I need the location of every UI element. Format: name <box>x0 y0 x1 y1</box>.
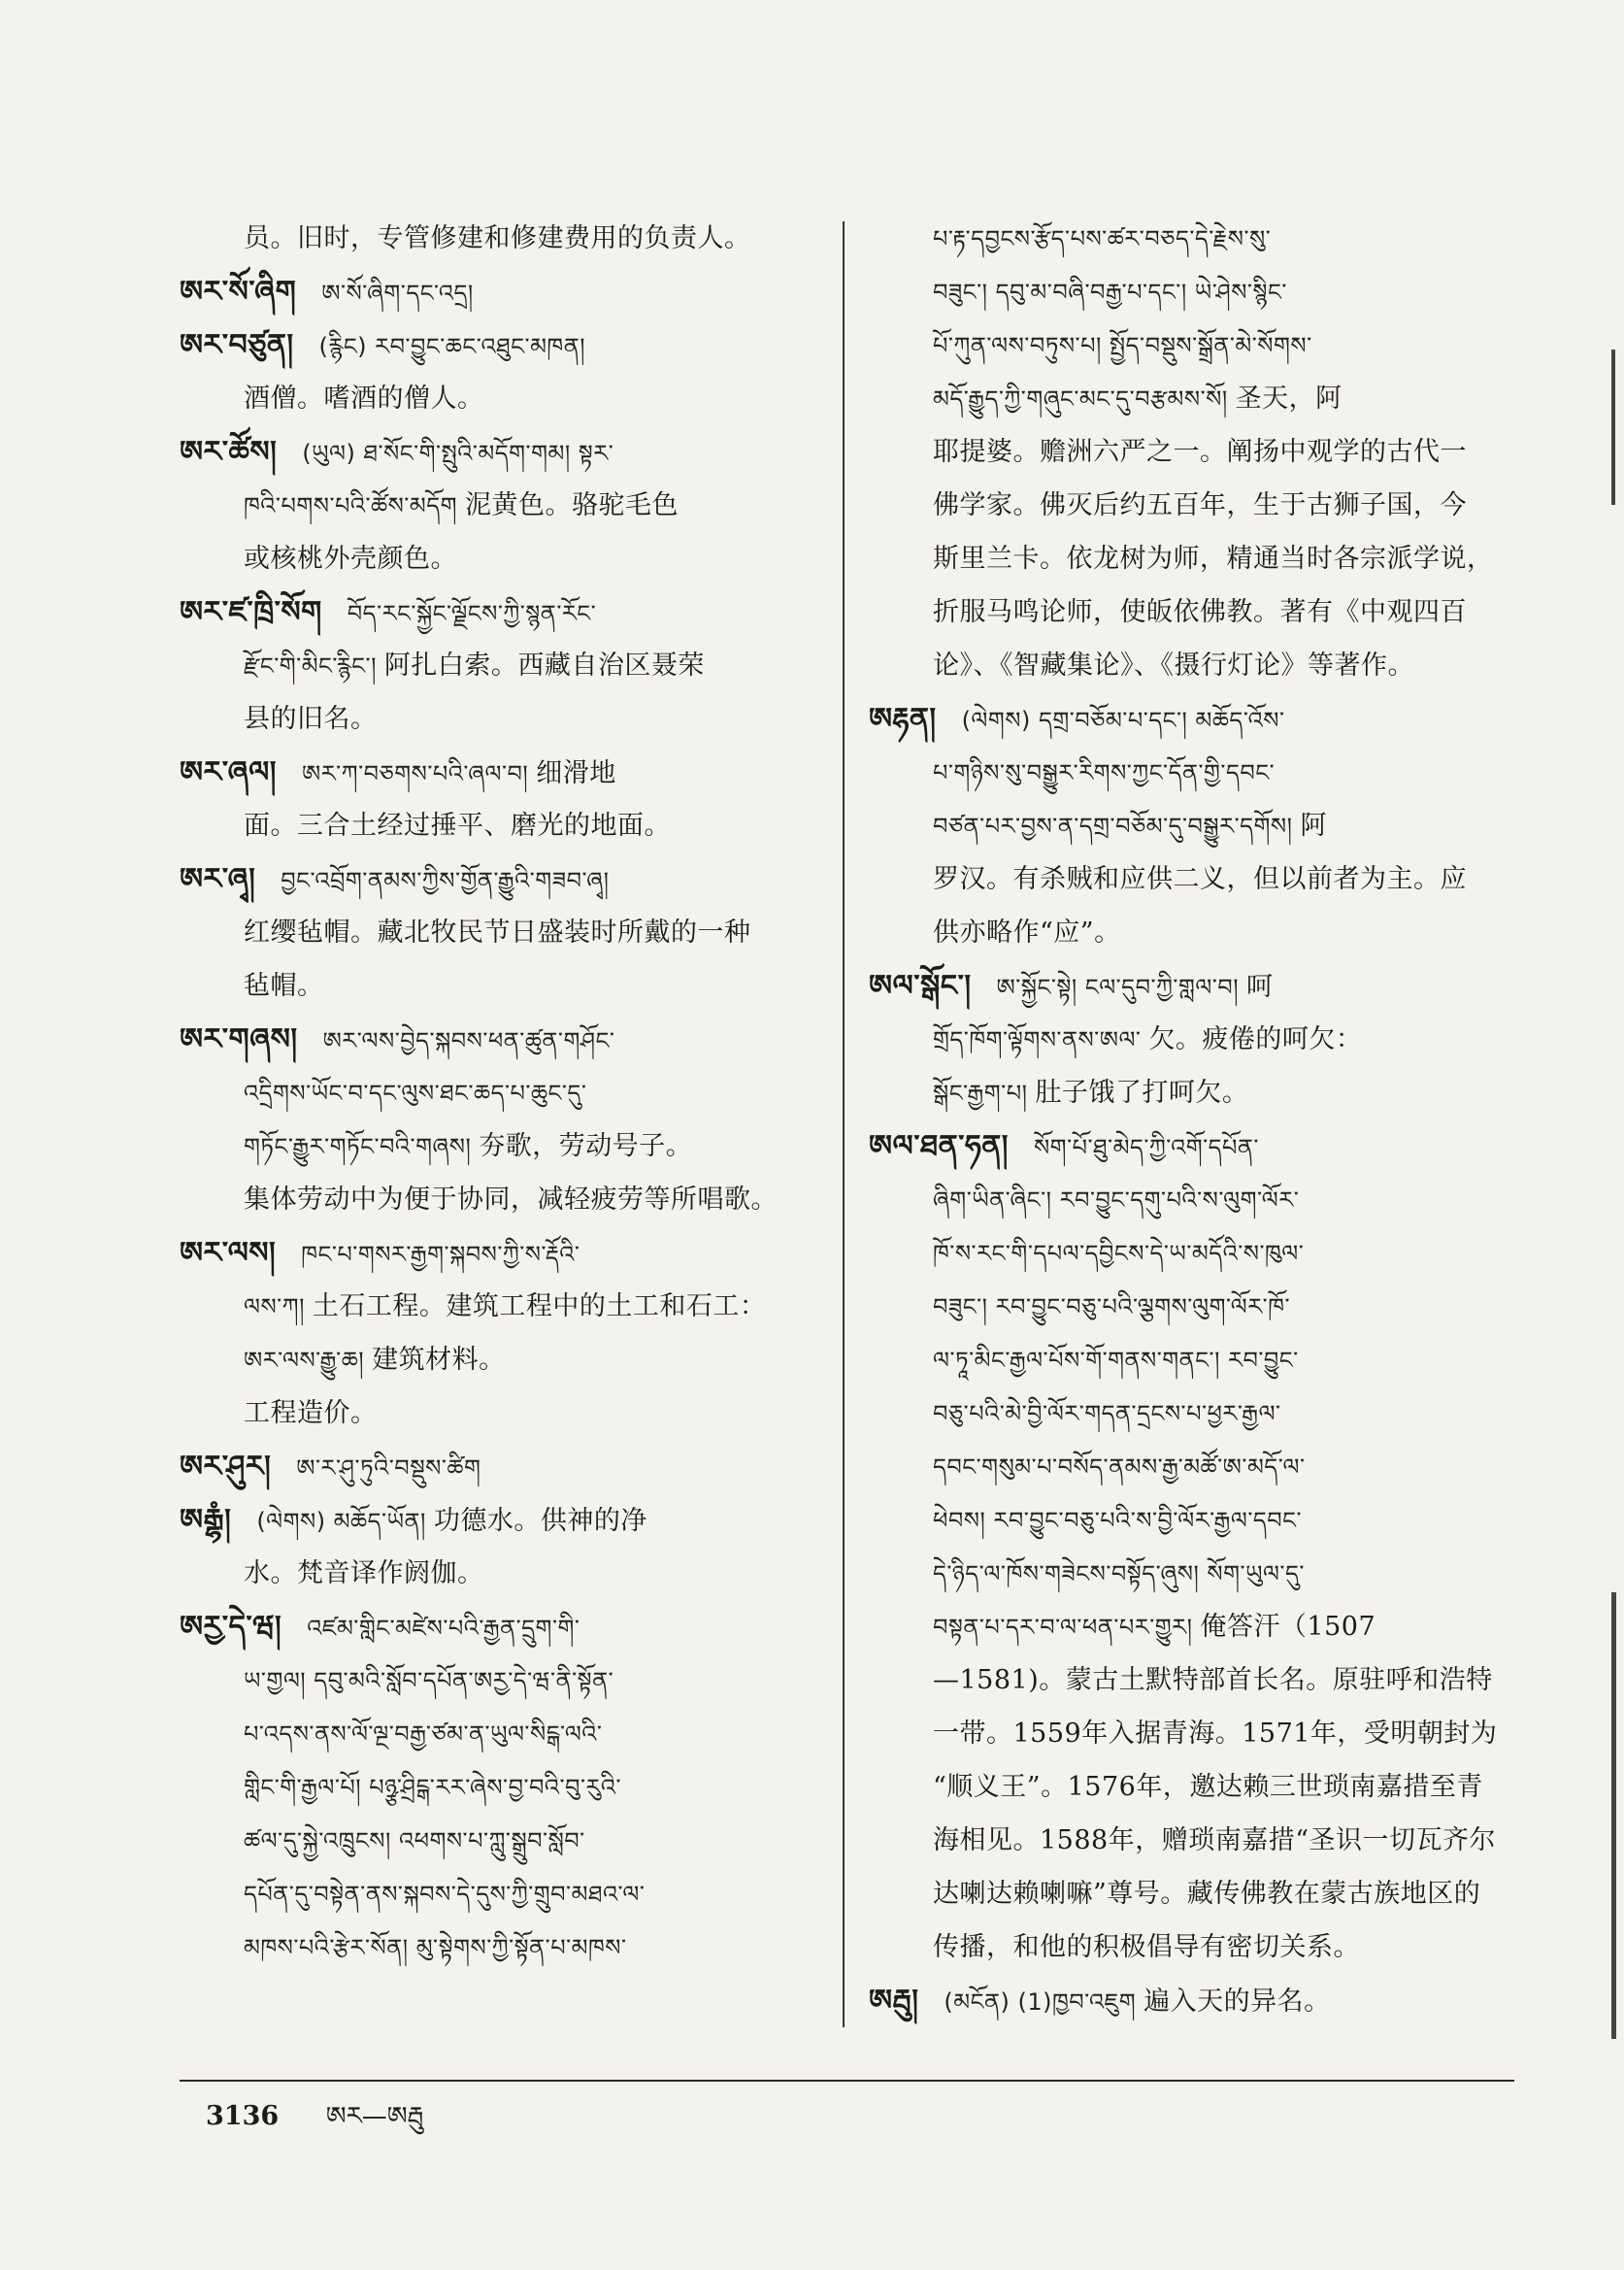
headword: ཨར་ཞལ། <box>180 755 277 789</box>
chinese-gloss: —1581)。蒙古土默特部首长名。原驻呼和浩特 <box>933 1665 1493 1695</box>
entry-line <box>180 1173 820 1226</box>
headword: ཨལ་སྒོང་། <box>869 969 972 1003</box>
tibetan-text: པ་རྟ་དབྱངས་རྩོད་པས་ཚར་བཅད་དེ་རྗེས་སུ་ <box>933 225 1272 252</box>
entry-line <box>869 1386 1509 1440</box>
entry-line <box>180 1386 820 1440</box>
headword: ཨར་ཚོས། <box>180 435 278 469</box>
entry-line <box>869 1814 1509 1867</box>
chinese-gloss: 泥黄色。骆驼毛色 <box>465 490 679 520</box>
chinese-gloss: 夯歌，劳动号子。 <box>479 1131 693 1161</box>
entry-line <box>869 1440 1509 1493</box>
entry-line <box>180 532 820 585</box>
headword: ཨར་ཞྭ། <box>180 862 256 896</box>
entry-line <box>869 1066 1509 1119</box>
footer-rule <box>180 2080 1514 2082</box>
chinese-gloss: 呵 <box>1246 972 1274 1002</box>
entry-line <box>180 1547 820 1600</box>
chinese-gloss: 斯里兰卡。依龙树为师，精通当时各宗派学说， <box>933 544 1494 574</box>
chinese-gloss: 建筑材料。 <box>372 1345 506 1375</box>
tibetan-text: བཟུང་། དབུ་མ་བཞི་བརྒྱ་པ་དང་། ཡེ་ཤེས་སྙིང་ <box>933 279 1287 306</box>
headword: ཨར་ལས། <box>180 1236 277 1270</box>
entry-headline <box>180 1493 820 1547</box>
entry-line <box>869 1920 1509 1974</box>
chinese-gloss: 圣天，阿 <box>1235 384 1342 414</box>
entry-line <box>869 852 1509 906</box>
entry-line <box>869 372 1509 425</box>
entry-line <box>869 906 1509 959</box>
entry-headline <box>869 1974 1509 2027</box>
entry-headline <box>180 265 820 318</box>
tibetan-text: སྒོང་རྒྱག་པ། <box>933 1080 1028 1107</box>
right-column <box>869 212 1509 2037</box>
chinese-gloss: 俺答汗（1507 <box>1200 1612 1376 1642</box>
chinese-gloss: 罗汉。有杀贼和应供二义，但以前者为主。应 <box>933 864 1467 894</box>
chinese-gloss: 供亦略作“应”。 <box>933 918 1121 948</box>
entry-line <box>869 318 1509 372</box>
tibetan-text: འདྲིགས་ཡོང་བ་དང་ལུས་ཐང་ཆད་པ་ཆུང་དུ་ <box>244 1080 587 1107</box>
chinese-gloss: 集体劳动中为便于协同，减轻疲劳等所唱歌。 <box>244 1185 778 1215</box>
tibetan-text: (ལེགས) མཆོད་ཡོན། <box>256 1508 426 1535</box>
entry-headline <box>180 318 820 372</box>
chinese-gloss: 员。旧时，专管修建和修建费用的负责人。 <box>244 223 751 253</box>
headword: ཨརྒྷཾ། <box>180 1503 232 1537</box>
chinese-gloss: 一带。1559年入据青海。1571年，受明朝封为 <box>933 1719 1498 1749</box>
entry-line <box>869 799 1509 852</box>
entry-line <box>869 1600 1509 1653</box>
tibetan-text: བྱང་འབྲོག་ནམས་ཀྱིས་གྱོན་རྒྱུའི་གཟབ་ཞྭ། <box>281 867 610 894</box>
chinese-gloss: 县的旧名。 <box>244 704 378 734</box>
tibetan-text: བཟུང་། རབ་བྱུང་བཅུ་པའི་ལྕགས་ལུག་ལོར་ཁོ་ <box>933 1293 1291 1320</box>
entry-line <box>869 1493 1509 1547</box>
entry-headline <box>180 425 820 479</box>
tibetan-text: ཁང་པ་གསར་རྒྱག་སྐབས་ཀྱི་ས་རྡོའི་ <box>301 1241 580 1268</box>
entry-headline <box>869 959 1509 1013</box>
entry-line <box>869 1333 1509 1386</box>
tibetan-text: མདོ་རྒྱུད་ཀྱི་གཞུང་མང་དུ་བརྩམས་སོ། <box>933 385 1228 413</box>
chinese-gloss: 耶提婆。赡洲六严之一。阐扬中观学的古代一 <box>933 437 1467 467</box>
entry-headline <box>180 1440 820 1493</box>
tibetan-text: ཨར་ལས་རྒྱུ་ཆ། <box>244 1347 365 1374</box>
tibetan-text: འཛམ་གླིང་མཛེས་པའི་རྒྱན་དྲུག་གི་ <box>307 1615 580 1642</box>
tibetan-text: མཁས་པའི་རྩེར་སོན། མུ་སྟེགས་ཀྱི་སྟོན་པ་མཁས་ <box>244 1934 627 1961</box>
chinese-gloss: 功德水。供神的净 <box>433 1506 647 1536</box>
entry-line <box>180 906 820 959</box>
left-column <box>180 212 820 2037</box>
chinese-gloss: 折服马鸣论师，使皈依佛教。著有《中观四百 <box>933 597 1467 627</box>
tibetan-text: གླིང་གི་རྒྱལ་པོ། པཉྩ་ཤྲིངྒ་རར་ཞེས་བྱ་བའི་བུ་རུའི་ <box>244 1774 622 1801</box>
chinese-gloss: 水。梵音译作阏伽。 <box>244 1558 484 1588</box>
entry-line <box>180 1707 820 1760</box>
tibetan-text: ཨ་སྐྱོང་སྟེ། ངལ་དུབ་ཀྱི་གླལ་བ། <box>996 974 1240 1001</box>
chinese-gloss: 佛学家。佛灭后约五百年，生于古狮子国，今 <box>933 490 1467 520</box>
tibetan-text: བོད་རང་སྐྱོང་ལྗོངས་ཀྱི་སྙན་རོང་ <box>347 600 597 627</box>
entry-line <box>869 585 1509 639</box>
entry-line <box>180 1814 820 1867</box>
entry-line <box>869 425 1509 479</box>
entry-line <box>180 1119 820 1173</box>
entry-line <box>180 692 820 746</box>
entry-line <box>869 746 1509 799</box>
tibetan-text: བཙན་པར་བྱས་ན་དགྲ་བཅོམ་དུ་བསྒྱུར་དགོས། <box>933 813 1293 840</box>
tibetan-text: ཕེབས། རབ་བྱུང་བཅུ་པའི་ས་བྱི་ལོར་རྒྱལ་དབང་ <box>933 1507 1303 1534</box>
entry-line <box>180 212 820 265</box>
tibetan-text: གཏོང་རྒྱུར་གཏོང་བའི་གཞས། <box>244 1133 472 1160</box>
tibetan-text: ཨར་ལས་བྱེད་སྐབས་ཕན་ཚུན་གཤོང་ <box>322 1027 615 1054</box>
page-number: 3136 <box>206 2101 280 2131</box>
column-divider <box>843 221 845 2027</box>
headword: ཨར་གཞས། <box>180 1022 298 1056</box>
chinese-gloss: 或核桃外壳颜色。 <box>244 544 457 574</box>
scan-edge-mark <box>1611 350 1615 505</box>
entry-line <box>180 799 820 852</box>
tibetan-text: (མངོན) (1)ཁྱབ་འཇུག <box>944 1988 1137 2016</box>
entry-line <box>180 1280 820 1333</box>
chinese-gloss: 传播，和他的积极倡导有密切关系。 <box>933 1932 1360 1962</box>
chinese-gloss: 遍入天的异名。 <box>1143 1986 1331 2017</box>
entry-headline <box>869 1119 1509 1173</box>
entry-line <box>869 1547 1509 1600</box>
entry-headline <box>869 692 1509 746</box>
chinese-gloss: 肚子饿了打呵欠。 <box>1035 1078 1249 1108</box>
chinese-gloss: 毡帽。 <box>244 971 324 1001</box>
chinese-gloss: 红缨毡帽。藏北牧民节日盛装时所戴的一种 <box>244 918 751 948</box>
entry-line <box>180 372 820 425</box>
chinese-gloss: “顺义王”。1576年，邀达赖三世琐南嘉措至青 <box>933 1772 1483 1802</box>
entry-line <box>869 1280 1509 1333</box>
entry-line <box>869 1867 1509 1920</box>
tibetan-text: པ་འདས་ནས་ལོ་ལྔ་བརྒྱ་ཙམ་ན་ཡུལ་སིངྒ་ལའི་ <box>244 1720 603 1748</box>
entry-line <box>869 1226 1509 1280</box>
tibetan-text: ཚལ་དུ་སྐྱེ་འཁྲུངས། འཕགས་པ་ཀླུ་སྒྲུབ་སློབ་ <box>244 1827 585 1854</box>
entry-headline <box>180 1226 820 1280</box>
chinese-gloss: 达喇达赖喇嘛”尊号。藏传佛教在蒙古族地区的 <box>933 1879 1481 1909</box>
chinese-gloss: 土石工程。建筑工程中的土工和石工： <box>312 1291 767 1321</box>
chinese-gloss: 海相见。1588年，赠琐南嘉措“圣识一切瓦齐尔 <box>933 1825 1497 1855</box>
chinese-gloss: 细滑地 <box>536 758 616 788</box>
headword: ཨར་ཤུར། <box>180 1450 272 1484</box>
tibetan-text: ལ་ཏཱ་མིང་རྒྱལ་པོས་གོ་གནས་གནང་། རབ་བྱུང་ <box>933 1347 1299 1374</box>
tibetan-text: དཔོན་དུ་བསྟེན་ནས་སྐབས་དེ་དུས་ཀྱི་གྲུབ་མཐའ་ལ་ <box>244 1881 646 1908</box>
entry-line <box>869 212 1509 265</box>
entry-headline <box>180 852 820 906</box>
headword: ཨར་བཙུན། <box>180 328 294 362</box>
tibetan-text: བཅུ་པའི་མེ་བྱི་ལོར་གདན་དྲངས་པ་ཕྱར་རྒྱལ་ <box>933 1400 1281 1427</box>
tibetan-text: སོག་པོ་ཐུ་མེད་ཀྱི་འགོ་དཔོན་ <box>1033 1134 1259 1161</box>
chinese-gloss: 工程造价。 <box>244 1398 378 1428</box>
chinese-gloss: 阿 <box>1300 811 1327 841</box>
tibetan-text: གྲོད་ཁོག་ལྟོགས་ནས་ཨལ་ <box>933 1026 1142 1053</box>
page-footer <box>206 2097 423 2136</box>
entry-line <box>869 479 1509 532</box>
tibetan-text: ཞིག་ཡིན་ཞིང་། རབ་བྱུང་དགུ་པའི་ས་ལུག་ལོར་ <box>933 1186 1300 1214</box>
scan-edge-mark <box>1611 1592 1616 2039</box>
entry-line <box>180 959 820 1013</box>
entry-headline <box>180 585 820 639</box>
entry-line <box>869 639 1509 692</box>
tibetan-text: (ལེགས) དགྲ་བཅོམ་པ་དང་། མཆོད་འོས་ <box>961 707 1285 734</box>
tibetan-text: པོ་ཀུན་ལས་བཏུས་པ། སྤྱོད་བསྡུས་སྒྲོན་མེ་སོགས་ <box>933 332 1312 359</box>
entry-line <box>869 1760 1509 1814</box>
headword: ཨརྱ་དེ་ཝ། <box>180 1610 282 1644</box>
tibetan-text: ཡ་གྱལ། དབུ་མའི་སློབ་དཔོན་ཨརྱ་དེ་ཝ་ནི་སྟོན་ <box>244 1667 614 1694</box>
entry-line <box>869 1173 1509 1226</box>
tibetan-text: ཨ་ར་ཤུ་ཏུའི་བསྡུས་ཚིག <box>296 1454 481 1482</box>
tibetan-text: (རྙིང) རབ་བྱུང་ཆང་འཐུང་མཁན། <box>318 333 586 360</box>
entry-line <box>869 532 1509 585</box>
chinese-gloss: 欠。疲倦的呵欠： <box>1148 1024 1363 1054</box>
headword: ཨརྷན། <box>869 702 937 736</box>
tibetan-text: ཨར་ཀ་བཅགས་པའི་ཞལ་བ། <box>301 760 529 787</box>
entry-line <box>180 479 820 532</box>
tibetan-text: རྫོང་གི་མིང་རྙིང་། <box>244 652 377 680</box>
entry-line <box>869 1013 1509 1066</box>
entry-line <box>180 1760 820 1814</box>
entry-line <box>180 1653 820 1707</box>
entry-line <box>869 1653 1509 1707</box>
entry-line <box>180 1867 820 1920</box>
entry-line <box>869 1707 1509 1760</box>
running-head: ཨར—ཨརྦུ <box>325 2102 424 2131</box>
tibetan-text: བསྟན་པ་དར་བ་ལ་ཕན་པར་གྱུར། <box>933 1614 1193 1641</box>
entry-headline <box>180 1600 820 1653</box>
headword: ཨརྦུ། <box>869 1984 919 2018</box>
chinese-gloss: 酒僧。嗜酒的僧人。 <box>244 384 484 414</box>
chinese-gloss: 面。三合土经过捶平、磨光的地面。 <box>244 811 671 841</box>
entry-line <box>869 265 1509 318</box>
headword: ཨར་སོ་ཞིག <box>180 275 297 309</box>
tibetan-text: ཨ་སོ་ཞིག་དང་འདྲ། <box>321 280 474 307</box>
chinese-gloss: 阿扎白索。西藏自治区聂荣 <box>383 651 705 681</box>
entry-line <box>180 1333 820 1386</box>
entry-headline <box>180 746 820 799</box>
entry-line <box>180 1920 820 1974</box>
tibetan-text: པ་གཉིས་སུ་བསྒྱུར་རིགས་ཀྱང་དོན་གྱི་དབང་ <box>933 759 1276 786</box>
tibetan-text: (ཡུལ) ཐ་སོང་གི་སྤུའི་མདོག་གམ། སྟར་ <box>302 440 614 467</box>
entry-headline <box>180 1013 820 1066</box>
tibetan-text: དབང་གསུམ་པ་བསོད་ནམས་རྒྱ་མཚོ་ཨ་མདོ་ལ་ <box>933 1453 1306 1481</box>
tibetan-text: ཁའི་པགས་པའི་ཚོས་མདོག <box>244 492 457 519</box>
entry-line <box>180 639 820 692</box>
entry-line <box>180 1066 820 1119</box>
headword: ཨར་ཛ་ཁྲི་སོག <box>180 595 322 629</box>
headword: ཨལ་ཐན་ཧན། <box>869 1129 1009 1163</box>
tibetan-text: ལས་ཀ། <box>244 1293 305 1320</box>
chinese-gloss: 论》、《智藏集论》、《摄行灯论》等著作。 <box>933 651 1414 681</box>
tibetan-text: དེ་ཉིད་ལ་ཁོས་གཟེངས་བསྟོད་ཞུས། སོག་ཡུལ་དུ་ <box>933 1560 1305 1587</box>
tibetan-text: ཁོ་ས་རང་གི་དཔལ་དབྱིངས་དེ་ཡ་མདོའི་ས་ཁུལ་ <box>933 1240 1305 1267</box>
